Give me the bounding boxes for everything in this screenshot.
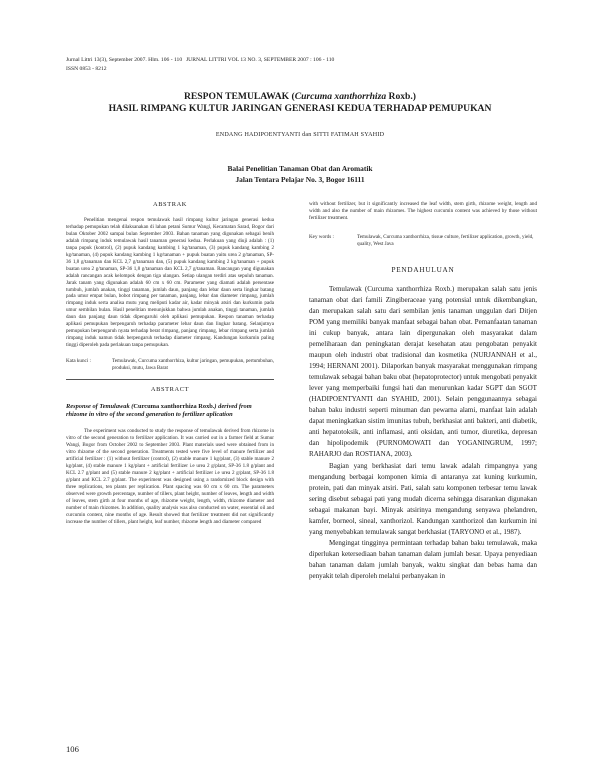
- title-line-1: [60, 91, 540, 103]
- abstract-title-prefix: Response of Temulawak (: [66, 403, 134, 411]
- abstract-text-continued: with without fertilizer, but it significantly increased the leaf width, stem girth, rhizome weight, length and width and also the number of main rhizomes. The highest curcumin content was achieved by those without fertilizer treatment.: [309, 201, 537, 221]
- title-line-2: HASIL RIMPANG KULTUR JARINGAN GENERASI KEDUA TERHADAP PEMUPUKAN: [108, 103, 492, 114]
- right-column: [309, 201, 537, 582]
- abstract-keywords: [309, 234, 537, 248]
- abstract-title: [66, 403, 274, 419]
- abstract-text: The experiment was conducted to study the response of temulawak derived from rhizome in vitro of the second generation to fertilizer application. It was carried out in a farmer field at Sumur Wangi, Bogor from October 2002 to September 2003. Plant materials used were obtained from in vitro rhizome of the second generation. Treatments tested were five level of manure fertilizer and artificial fertilizer : (1) without fertilizer (control), (2) stable manure 1 kg/plant, (3) stable manure 2 kg/plant, (4) stable manure 1 kg/plant + artificial fertilizer i.e urea 2 g/plant, SP-36 1.8 g/plant and KCL 2.7 g/plant and (5) stable manure 2 kg/plant + artificial fertilizer i.e urea 2 g/plant, SP-36 1.8 g/plant and KCL 2.7 g/plant. The experiment was designed using a randomized block design with three replications, ten plants per replication. Plant spacing was 60 cm x 60 cm. The parameters observed were growth percentage, number of tillers, plant height, number of leaves, length and width of leaves, stem girth at four months of age, rhizome weight, length, width, rhizome diameter and number of main rhizomes. In addition, quality analysis was also conducted on water, essential oil and curcumin content, nine months of age. Result showed that fertilizer treatment did not significantly increase the number of tillers, plant height, leaf number, rhizome length and diameter compared: [66, 428, 274, 525]
- pendahuluan-paragraph-2: Bagian yang berkhasiat dari temu lawak adalah rimpangnya yang mengandung berbagai komponen kimia di antaranya zat kuning kurkumin, protein, pati dan minyak atsiri. Pati, salah satu komponen terbesar temu lawak sering disebut sebagai pati yang mudah dicerna sehingga disarankan digunakan sebagai makanan bayi. Minyak atsirinya mengandung senyawa phelandren, kamfer, borneol, sineal, xanthorizol. Kandungan xanthorizol dan kurkumin ini yang menyebabkan temulawak sangat berkhasiat (TARYONO et al., 1987).: [309, 461, 537, 536]
- journal-volume-line: JURNAL LITTRI VOL 13 NO. 3, SEPTEMBER 2007 : 106 - 110: [186, 57, 335, 63]
- journal-header: [66, 56, 536, 73]
- citation-line: Jurnal Littri 13(3), September 2007. Hlm. 106 - 110: [66, 57, 183, 63]
- page-number: 106: [66, 744, 79, 754]
- left-column: [66, 201, 274, 526]
- title-species: Curcuma xanthorrhiza: [294, 91, 387, 102]
- kata-kunci-label: Kata kunci :: [66, 358, 91, 365]
- affiliation: [60, 163, 540, 185]
- abstract-heading: ABSTRACT: [150, 386, 190, 394]
- key-words-label: Key words :: [309, 233, 334, 240]
- title-prefix: RESPON TEMULAWAK (: [183, 91, 295, 102]
- pendahuluan-heading: PENDAHULUAN: [391, 265, 455, 274]
- abstract-title-suffix: ) derived from rhizome in vitro of the second generation to fertilizer aplication: [66, 403, 252, 419]
- affiliation-address: Jalan Tentara Pelajar No. 3, Bogor 16111: [235, 175, 365, 184]
- issn-line: ISSN 0853 - 8212: [66, 65, 107, 72]
- pendahuluan-paragraph-1: Temulawak (Curcuma xanthorrhiza Roxb.) merupakan salah satu jenis tanaman obat dari famili Zingiberaceae yang potensial untuk dikembangkan, dan merupakan salah satu dari sembilan jenis tanaman unggulan dari Ditjen POM yang memiliki banyak manfaat sebagai bahan obat. Pemanfaatan tanaman ini cukup banyak, antara lain dipergunakan oleh masyarakat dalam pemeliharaan dan peningkatan derajat kesehatan atau pengobatan penyakit maupun oleh industri obat tradisional dan kosmetika (NURJANNAH et al., 1994; HERNANI 2001). Dilaporkan banyak masyarakat menggunakan rimpang temulawak sebagai bahan baku obat (hepatoprotector) untuk mengobati penyakit lever yang memperbaiki fungsi hati dan menurunkan kadar SGPT dan SGOT (HADIPOENTYANTI dan SYAHID, 2001). Selain penggunaannya sebagai bahan baku industri seperti minuman dan pewarna alami, manfaat lain adalah dapat meningkatkan sistim imunitas tubuh, berkhasiat anti bakteri, anti diabetik, anti hepatotoksik, anti inflamasi, anti oksidan, anti tumor, diuretika, depresan dan hipolipodemik (PURNOMOWATI dan YOGANINGRUM, 1997; RAHARJO dan ROSTIANA, 2003).: [309, 284, 537, 459]
- key-words-text: Temulawak, Curcuma xanthorrhiza, tissue culture, fertilizer application, growth, yield, quality, West Java: [357, 233, 534, 247]
- authors: ENDANG HADIPOENTYANTI dan SITTI FATIMAH SYAHID: [215, 132, 385, 138]
- affiliation-institute: Balai Penelitian Tanaman Obat dan Aromatik: [227, 164, 373, 173]
- paper-title: [60, 91, 540, 115]
- kata-kunci-text: Temulawak, Curcuma xanthorrhiza, kultur jaringan, pemupukan, pertumbuhan, produksi, mutu, Jawa Barat: [112, 358, 274, 372]
- abstract-title-species: Curcuma xanthorrhiza Roxb.: [133, 403, 215, 411]
- abstrak-keywords: [66, 358, 274, 372]
- abstrak-heading: ABSTRAK: [152, 201, 188, 208]
- pendahuluan-paragraph-3: Mengingat tingginya permintaan terhadap bahan baku temulawak, maka diperlukan ketersediaan bahan tanaman dalam jumlah besar. Upaya penyediaan bahan tanaman dalam jumlah banyak, waktu singkat dan bebas hama dan penyakit telah diperoleh melalui perbanyakan in: [309, 538, 537, 580]
- title-suffix: Roxb.): [386, 91, 416, 102]
- abstrak-text: Penelitian mengenai respon temulawak hasil rimpang kultur jaringan generasi kedua terhadap pemupukan telah dilaksanakan di lahan petani Sumur Wangi, Kecamatan Sarad, Bogor dari bulan Oktober 2002 sampai bulan September 2003. Bahan tanaman yang digunakan sebagai benih adalah rimpang induk temulawak hasil tanaman generasi kedua. Perlakuan yang diuji adalah : (1) tanpa pupuk (kontrol), (2) pupuk kandang kambing 1 kg/tanaman, (3) pupuk kandang kambing 2 kg/tanaman, (4) pupuk kandang kambing 1 kg/tanaman + pupuk buatan yaitu urea 2 g/tanaman, SP-36 1,8 g/tanaman dan KCL 2,7 g/tanaman dan, (5) pupuk kandang kambing 2 kg/tanaman + pupuk buatan urea 2 g/tanaman, SP-36 1,8 g/tanaman dan KCL 2,7 g/tanaman. Rancangan yang digunakan adalah rancangan acak kelompok dengan tiga ulangan. Setiap ulangan terdiri atas sepuluh tanaman. Jarak tanam yang digunakan adalah 60 cm x 60 cm. Parameter yang diamati adalah persentase tumbuh, jumlah anakan, tinggi tanaman, jumlah daun, panjang dan lebar daun serta lingkar batang pada umur empat bulan, bobot rimpang per tanaman, panjang, lebar dan diameter rimpang, jumlah rimpang induk serta analisa mutu yang meliputi kadar air, kadar minyak atsiri dan kurkumin pada umur sembilan bulan. Hasil penelitian menunjukkan bahwa jumlah anakan, tinggi tanaman, jumlah daun dan panjang daun tidak dipengaruhi oleh aplikasi pemupukan. Respon tanaman terhadap aplikasi pemupukan berpengaruh terhadap parameter lebar daun dan lingkar batang. Selanjutnya pemupukan berpengaruh nyata terhadap berat rimpang, panjang rimpang, lebar rimpang serta jumlah rimpang induk namun tidak berpengaruh terhadap diameter rimpang. Kandungan kurkumin paling tinggi diperoleh pada perlakuan tanpa pemupukan.: [66, 217, 274, 349]
- section-divider: [66, 379, 274, 380]
